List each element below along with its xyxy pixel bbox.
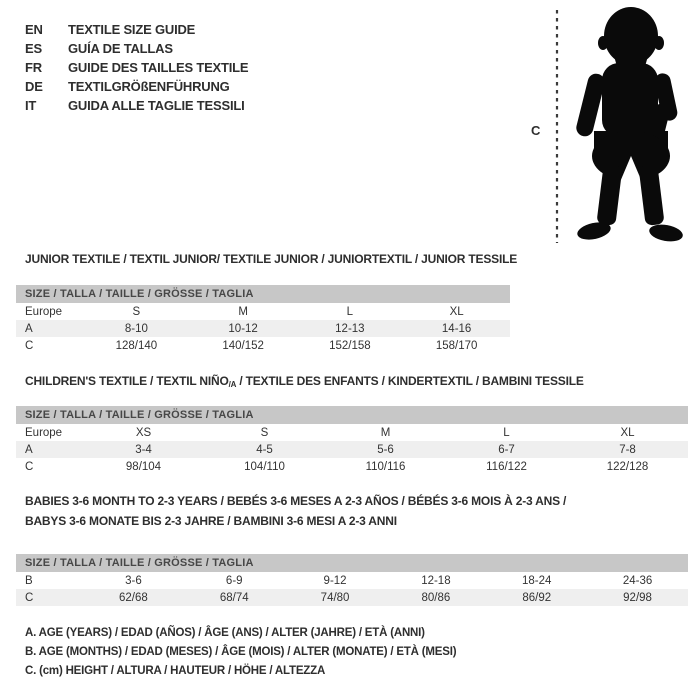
babies-title-line1: BABIES 3-6 MONTH TO 2-3 YEARS / BEBÉS 3-6 MESES A 2-3 AÑOS / BÉBÉS 3-6 MOIS À 2-3 ANS / [25, 494, 567, 508]
height-cell: 122/128 [606, 460, 649, 473]
row-label: A [25, 443, 33, 456]
lang-title: TEXTILGRÖßENFÜHRUNG [68, 79, 230, 94]
row-label: C [25, 591, 34, 604]
language-title-list [25, 20, 248, 115]
lang-row-es [25, 39, 248, 58]
size-cell: XS [135, 426, 152, 439]
children-title-post: / TEXTILE DES ENFANTS / KINDERTEXTIL / BAMBINI TESSILE [236, 374, 584, 388]
height-cell: 158/170 [435, 339, 478, 352]
age-cell: 6-9 [225, 574, 243, 587]
table-row [16, 424, 688, 441]
lang-code: ES [25, 41, 42, 56]
table-row [16, 458, 688, 475]
age-cell: 18-24 [522, 574, 552, 587]
height-cell: 110/116 [365, 460, 406, 473]
height-cell: 116/122 [486, 460, 527, 473]
children-title-sub: /A [228, 380, 237, 389]
height-cell: 68/74 [219, 591, 249, 604]
row-label: C [25, 460, 34, 473]
height-cell: 92/98 [623, 591, 652, 604]
size-cell: L [346, 305, 354, 318]
row-label: B [25, 574, 33, 587]
lang-title: TEXTILE SIZE GUIDE [68, 22, 196, 37]
lang-code: FR [25, 60, 42, 75]
babies-size-table [16, 554, 688, 606]
lang-row-en [25, 20, 248, 39]
size-cell: S [132, 305, 141, 318]
babies-section-title [25, 492, 566, 531]
age-cell: 7-8 [619, 443, 636, 456]
age-cell: 4-5 [256, 443, 273, 456]
age-cell: 14-16 [441, 322, 472, 335]
age-cell: 6-7 [498, 443, 515, 456]
row-label: Europe [25, 426, 63, 439]
age-cell: 10-12 [228, 322, 258, 335]
table-row [16, 441, 688, 458]
row-label: C [25, 339, 34, 352]
children-size-table [16, 406, 688, 475]
toddler-silhouette [575, 7, 685, 244]
junior-size-table [16, 285, 510, 354]
footnote-a: A. AGE (YEARS) / EDAD (AÑOS) / ÂGE (ANS) / ALTER (JAHRE) / ETÀ (ANNI) [25, 627, 425, 639]
size-cell: M [238, 305, 248, 318]
size-cell: L [503, 426, 510, 439]
age-cell: 3-6 [125, 574, 142, 587]
table-row [16, 337, 510, 354]
age-cell: 8-10 [124, 322, 148, 335]
row-label: A [25, 322, 33, 335]
height-cell: 140/152 [222, 339, 264, 352]
table-row [16, 572, 688, 589]
size-header-bar: SIZE / TALLA / TAILLE / GRÖSSE / TAGLIA [16, 406, 688, 424]
lang-row-it [25, 96, 248, 115]
babies-title-line2: BABYS 3-6 MONATE BIS 2-3 JAHRE / BAMBINI 3-6 MESI A 2-3 ANNI [25, 513, 397, 528]
lang-title: GUIDA ALLE TAGLIE TESSILI [68, 98, 245, 113]
size-cell: XL [449, 305, 464, 318]
legend-footnotes [25, 624, 456, 681]
lang-code: IT [25, 98, 37, 113]
lang-code: DE [25, 79, 43, 94]
height-cell: 152/158 [329, 339, 371, 352]
footnote-c: C. (cm) HEIGHT / ALTURA / HAUTEUR / HÖHE / ALTEZZA [25, 665, 326, 677]
height-cell: 80/86 [421, 591, 451, 604]
table-row [16, 320, 510, 337]
age-cell: 9-12 [323, 574, 347, 587]
row-label: Europe [25, 305, 63, 318]
size-cell: XL [620, 426, 635, 439]
junior-section-title: JUNIOR TEXTILE / TEXTIL JUNIOR/ TEXTILE JUNIOR / JUNIORTEXTIL / JUNIOR TESSILE [25, 252, 518, 266]
height-cell: 74/80 [320, 591, 350, 604]
size-header-bar: SIZE / TALLA / TAILLE / GRÖSSE / TAGLIA [16, 554, 688, 572]
measure-label-c: C [531, 123, 541, 138]
lang-code: EN [25, 22, 43, 37]
age-cell: 5-6 [377, 443, 394, 456]
age-cell: 24-36 [622, 574, 653, 587]
size-header-bar: SIZE / TALLA / TAILLE / GRÖSSE / TAGLIA [16, 285, 510, 303]
table-row [16, 303, 510, 320]
height-cell: 98/104 [125, 460, 162, 473]
lang-title: GUÍA DE TALLAS [68, 41, 173, 56]
lang-row-fr [25, 58, 248, 77]
size-cell: S [260, 426, 269, 439]
age-cell: 12-18 [421, 574, 451, 587]
lang-row-de [25, 77, 248, 96]
height-cell: 86/92 [522, 591, 552, 604]
age-cell: 12-13 [335, 322, 365, 335]
table-row [16, 589, 688, 606]
children-section-title [25, 374, 584, 392]
footnote-b: B. AGE (MONTHS) / EDAD (MESES) / ÂGE (MOIS) / ALTER (MONATE) / ETÀ (MESI) [25, 646, 457, 658]
size-cell: M [380, 426, 391, 439]
height-cell: 62/68 [119, 591, 148, 604]
age-cell: 3-4 [135, 443, 152, 456]
toddler-silhouette-image [524, 5, 694, 245]
height-cell: 104/110 [244, 460, 285, 473]
height-cell: 128/140 [115, 339, 158, 352]
lang-title: GUIDE DES TAILLES TEXTILE [68, 60, 249, 75]
children-title-pre: CHILDREN'S TEXTILE / TEXTIL NIÑO [25, 374, 229, 388]
